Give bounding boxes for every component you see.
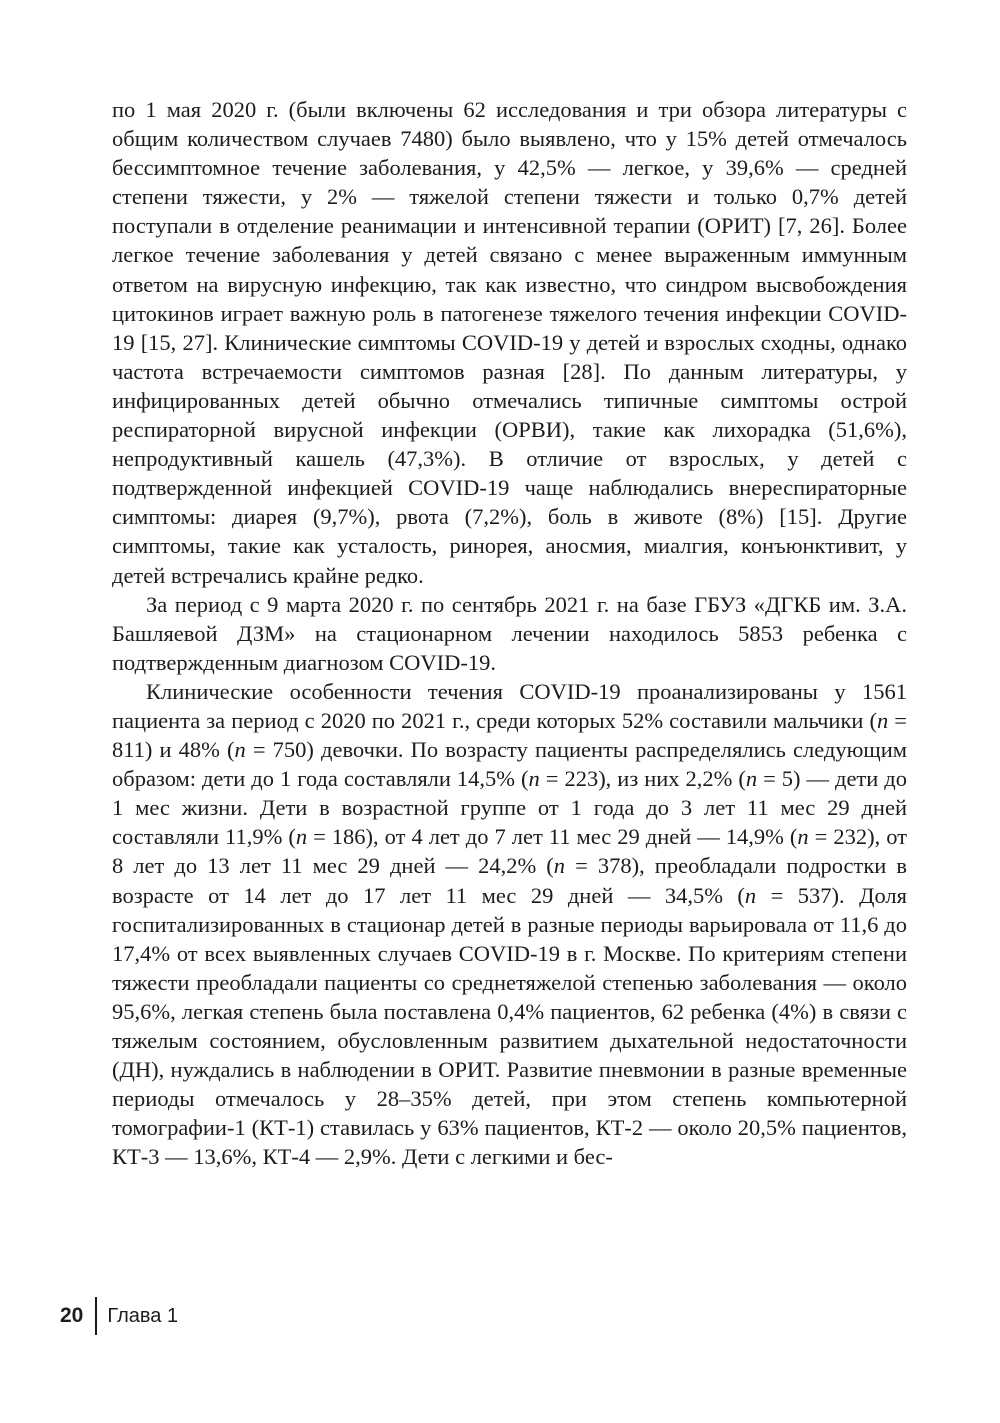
n-italic: n	[745, 766, 758, 792]
chapter-label: Глава 1	[107, 1304, 179, 1327]
n-italic: n	[744, 882, 757, 908]
n-italic: n	[553, 853, 566, 879]
p3-text-4: = 223), из них 2,2% (	[539, 766, 746, 792]
p3-text-5: = 5) — дети до 1 мес жизни. Дети в возрастной группе от 1 года до 3 лет 11 мес 29 дней составляли 11,9% (	[112, 766, 907, 850]
p3-text-1: Клинические особенности течения COVID-19 проанализированы у 1561 пациента за период с 2020 по 2021 г., среди которых 52% составили мальчики (	[112, 678, 907, 733]
paragraph-3	[112, 677, 907, 1172]
footer-divider	[95, 1297, 97, 1335]
p3-text-7: = 232), от 8 лет до 13 лет 11 мес 29 дней — 24,2% (	[112, 824, 908, 879]
n-italic: n	[295, 824, 308, 850]
n-italic: n	[797, 824, 809, 850]
paragraph-2: За период с 9 марта 2020 г. по сентябрь 2021 г. на базе ГБУЗ «ДГКБ им. З.А. Башляевой ДЗМ» на стационарном лечении находилось 5853 ребенка с подтвержденным диагнозом COVID-19.	[112, 591, 907, 675]
n-italic: n	[528, 766, 540, 792]
p3-text-3: = 750) девочки. По возрасту пациенты распределялись следующим образом: дети до 1 года составляли 14,5% (	[112, 737, 907, 792]
p3-text-8: = 378), преобладали подростки в возрасте от 14 лет до 17 лет 11 мес 29 дней — 34,5% (	[112, 853, 908, 908]
n-italic: n	[876, 707, 889, 733]
page-number: 20	[60, 1304, 84, 1327]
n-italic: n	[234, 737, 246, 763]
main-text	[112, 95, 907, 1171]
p3-text-9: = 537). Доля госпитализированных в стационар детей в разные периоды варьировала от 11,6 до 17,4% от всех выявленных случаев COVID-19 в г. Москве. По критериям степени тяжести преобладали пациенты со среднетяжелой степенью заболевания — около 95,6%, легкая степень была поставлена 0,4% пациентов, 62 ребенка (4%) в связи с тяжелым состоянием, обусловленным развитием дыхательной недостаточности (ДН), нуждались в наблюдении в ОРИТ. Развитие пневмонии в разные временные периоды отмечалось у 28–35% детей, при этом степень компьютерной томографии-1 (КТ-1) ставилась у 63% пациентов, КТ-2 — около 20,5% пациентов, КТ-3 — 13,6%, КТ-4 — 2,9%. Дети с легкими и бес-	[112, 882, 908, 1170]
paragraph-1: по 1 мая 2020 г. (были включены 62 исследования и три обзора литературы с общим количеством случаев 7480) было выявлено, что у 15% детей отмечалось бессимптомное течение заболевания, у 42,5% — легкое, у 39,6% — средней степени тяжести, у 2% — тяжелой степени тяжести и только 0,7% детей поступали в отделение реанимации и интенсивной терапии (ОРИТ) [7, 26]. Более легкое течение заболевания у детей связано с менее выраженным иммунным ответом на вирусную инфекцию, так как известно, что синдром высвобождения цитокинов играет важную роль в патогенезе тяжелого течения инфекции COVID-19 [15, 27]. Клинические симптомы COVID-19 у детей и взрослых сходны, однако частота встречаемости симптомов разная [28]. По данным литературы, у инфицированных детей обычно отмечались типичные симптомы острой респираторной вирусной инфекции (ОРВИ), такие как лихорадка (51,6%), непродуктивный кашель (47,3%). В отличие от взрослых, у детей с подтвержденной инфекцией COVID-19 чаще наблюдались внереспираторные симптомы: диарея (9,7%), рвота (7,2%), боль в животе (8%) [15]. Другие симптомы, такие как усталость, ринорея, аносмия, миалгия, конъюнктивит, у детей встречались крайне редко.	[112, 97, 907, 588]
p3-text-2: = 811) и 48% (	[112, 707, 907, 763]
page-footer	[60, 1296, 178, 1336]
p3-text-6: = 186), от 4 лет до 7 лет 11 мес 29 дней — 14,9% (	[307, 824, 798, 850]
